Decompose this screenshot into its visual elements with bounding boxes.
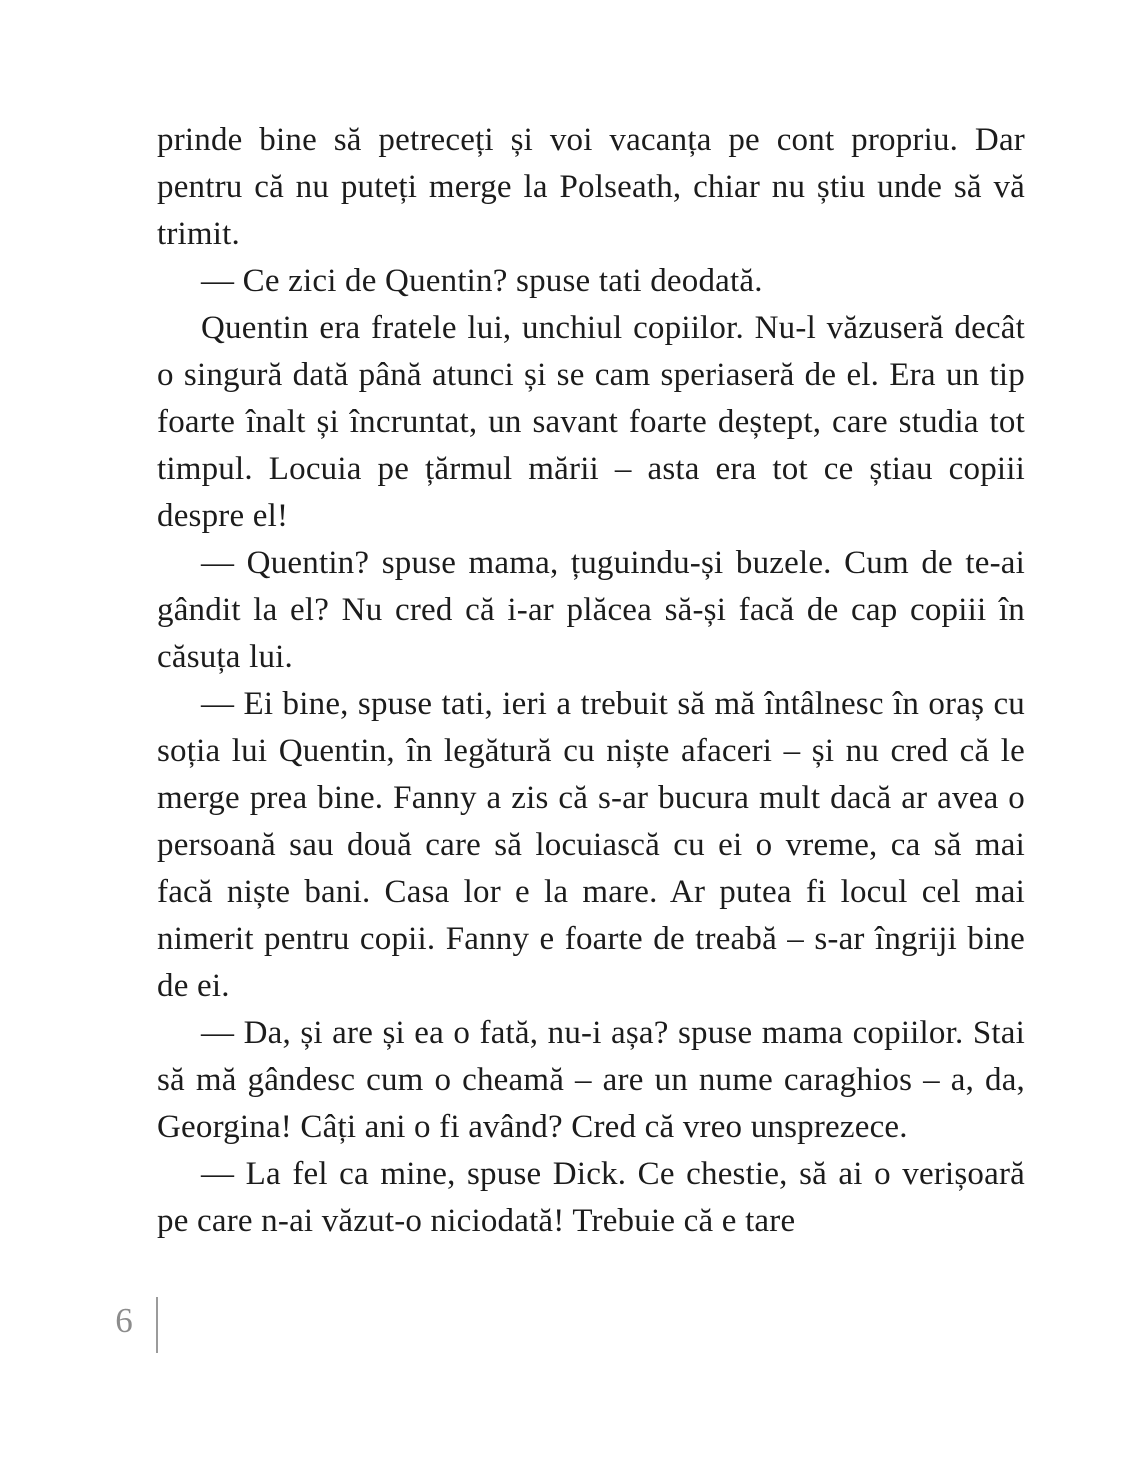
paragraph-dialogue: — Da, și are și ea o fată, nu-i așa? spuse mama copiilor. Stai să mă gândesc cum o cheamă – are un nume caraghios – a, da, Georgina! Câți ani o fi având? Cred că vreo unsprezece.: [157, 1015, 1025, 1145]
page-footer: [0, 1295, 1142, 1357]
body-text: [157, 117, 1025, 1245]
page-number: 6: [115, 1301, 133, 1340]
paragraph-dialogue: — La fel ca mine, spuse Dick. Ce chestie, să ai o verișoară pe care n-ai văzut-o niciodată! Trebuie că e tare: [157, 1156, 1025, 1239]
paragraph: Quentin era fratele lui, unchiul copiilor. Nu-l văzuseră decât o singură dată până atunci și se cam speriaseră de el. Era un tip foarte înalt și încruntat, un savant foarte deștept, care studia tot timpul. Locuia pe țărmul mării – asta era tot ce știau copiii despre el!: [157, 310, 1025, 534]
paragraph-dialogue: — Quentin? spuse mama, țuguindu-și buzele. Cum de te-ai gândit la el? Nu cred că i-ar plăcea să-și facă de cap copiii în căsuța lui.: [157, 545, 1025, 675]
paragraph-dialogue: — Ei bine, spuse tati, ieri a trebuit să mă întâlnesc în oraș cu soția lui Quentin, în legătură cu niște afaceri – și nu cred că le merge prea bine. Fanny a zis că s-ar bucura mult dacă ar avea o persoană sau două care să locuiască cu ei o vreme, ca să mai facă niște bani. Casa lor e la mare. Ar putea fi locul cel mai nimerit pentru copii. Fanny e foarte de treabă – s-ar îngriji bine de ei.: [157, 686, 1025, 1004]
paragraph-dialogue: — Ce zici de Quentin? spuse tati deodată.: [201, 263, 763, 299]
footer-divider-line: [156, 1297, 158, 1353]
paragraph-continuation: prinde bine să petreceți și voi vacanța pe cont propriu. Dar pentru că nu puteți merge la Polseath, chiar nu știu unde să vă trimit.: [157, 122, 1025, 252]
